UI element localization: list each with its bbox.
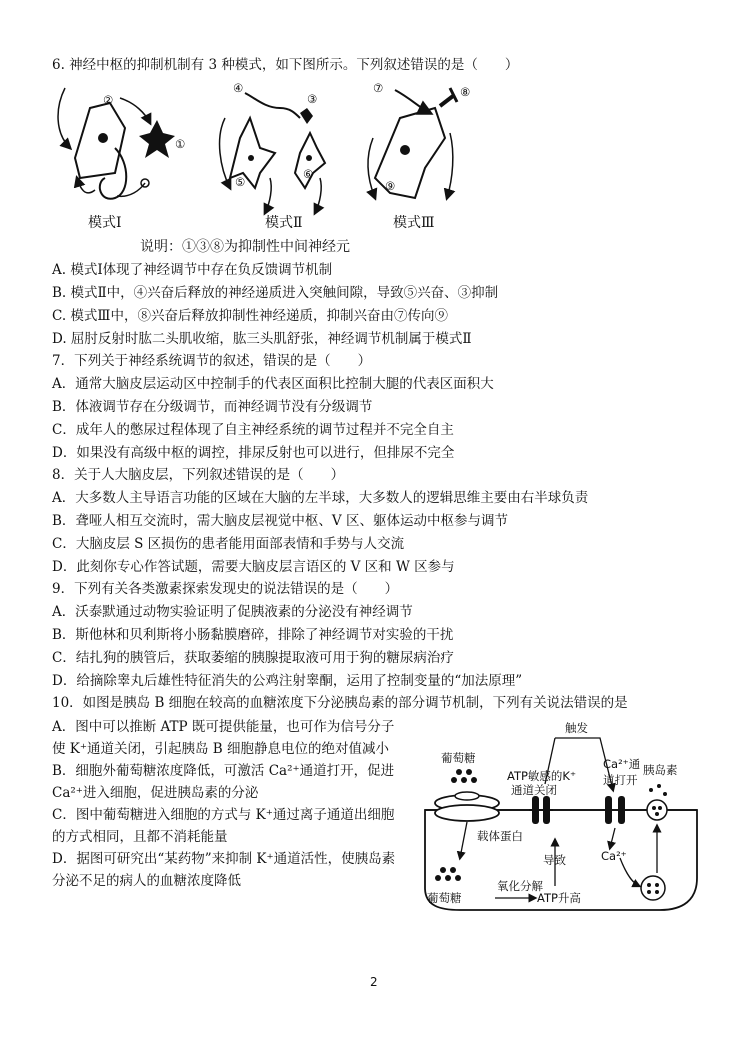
- q7-option-c: C．成年人的憋尿过程体现了自主神经系统的调节过程并不完全自主: [52, 422, 454, 438]
- glucose-outside-icon: [451, 769, 477, 783]
- marker-9: ⑨: [385, 179, 396, 193]
- q10-options: [52, 716, 397, 892]
- label-atp-up: ATP升高: [537, 891, 581, 905]
- mode3-diagram: [368, 81, 470, 198]
- q6-option-d: D. 屈肘反射时肱二头肌收缩，肱三头肌舒张，神经调节机制属于模式Ⅱ: [52, 331, 472, 347]
- q7-option-b: B．体液调节存在分级调节，而神经调节没有分级调节: [52, 399, 373, 415]
- marker-1: ①: [175, 137, 186, 151]
- label-katp-2: 通道关闭: [511, 783, 557, 797]
- q10-option-a: A．图中可以推断 ATP 既可提供能量，也可作为信号分子使 K⁺通道关闭，引起胰岛 B 细胞静息电位的绝对值减小: [52, 719, 395, 757]
- mode3-label: 模式Ⅲ: [393, 215, 435, 231]
- q6-option-b: B. 模式Ⅱ中，④兴奋后释放的神经递质进入突触间隙，导致⑤兴奋、③抑制: [52, 285, 499, 301]
- marker-2: ②: [103, 93, 114, 107]
- q7-option-a: A．通常大脑皮层运动区中控制手的代表区面积比控制大腿的代表区面积大: [52, 376, 494, 392]
- q10-option-c: C．图中葡萄糖进入细胞的方式与 K⁺通过离子通道出细胞的方式相同，且都不消耗能量: [52, 807, 395, 845]
- mode2-label: 模式Ⅱ: [265, 215, 303, 231]
- q8-option-a: A．大多数人主导语言功能的区域在大脑的左半球，大多数人的逻辑思维主要由右半球负责: [52, 490, 589, 506]
- q10-option-b: B．细胞外葡萄糖浓度降低，可激活 Ca²⁺通道打开，促进 Ca²⁺进入细胞，促进胰岛素的分泌: [52, 763, 395, 801]
- marker-4: ④: [233, 81, 244, 95]
- marker-5: ⑤: [235, 175, 246, 189]
- q6-option-c: C. 模式Ⅲ中，⑧兴奋后释放抑制性神经递质，抑制兴奋由⑦传向⑨: [52, 308, 448, 324]
- insulin-vesicle-icon: [647, 784, 667, 820]
- q6-stem: 6. 神经中枢的抑制机制有 3 种模式，如下图所示。下列叙述错误的是（ ）: [52, 57, 519, 73]
- q7-stem: 7．下列关于神经系统调节的叙述，错误的是（ ）: [52, 353, 372, 369]
- insulin-granule-icon: [641, 876, 665, 900]
- q8-option-d: D．此刻你专心作答试题，需要大脑皮层言语区的 V 区和 W 区参与: [52, 559, 455, 575]
- label-leads: 导致: [543, 853, 566, 867]
- glucose-inside-icon: [435, 867, 461, 881]
- q8-option-b: B．聋哑人相互交流时，需大脑皮层视觉中枢、V 区、躯体运动中枢参与调节: [52, 513, 508, 529]
- q8-stem: 8．关于人大脑皮层，下列叙述错误的是（ ）: [52, 467, 345, 483]
- q6-neural-modes-figure: [55, 78, 485, 228]
- q9-stem: 9．下列有关各类激素探索发现史的说法错误的是（ ）: [52, 581, 399, 597]
- marker-7: ⑦: [373, 81, 384, 95]
- label-ca-2: 道打开: [603, 773, 638, 787]
- label-oxidize: 氧化分解: [497, 879, 543, 893]
- q9-option-b: B．斯他林和贝利斯将小肠黏膜磨碎，排除了神经调节对实验的干扰: [52, 627, 454, 643]
- q9-option-d: D．给摘除睾丸后雄性特征消失的公鸡注射睾酮，运用了控制变量的“加法原理”: [52, 673, 523, 689]
- label-insulin: 胰岛素: [643, 763, 678, 777]
- mode1-label: 模式Ⅰ: [88, 215, 122, 231]
- label-ca-1: Ca²⁺通: [603, 757, 641, 771]
- q7-option-d: D．如果没有高级中枢的调控，排尿反射也可以进行，但排尿不完全: [52, 445, 455, 461]
- label-trigger: 触发: [565, 721, 588, 735]
- q10-option-d: D．据图可研究出“某药物”来抑制 K⁺通道活性，使胰岛素分泌不足的病人的血糖浓度降低: [52, 851, 396, 889]
- label-carrier: 载体蛋白: [477, 829, 523, 843]
- label-glucose-out: 葡萄糖: [441, 751, 476, 765]
- q9-option-a: A．沃泰默通过动物实验证明了促胰液素的分泌没有神经调节: [52, 604, 413, 620]
- q10-stem: 10．如图是胰岛 B 细胞在较高的血糖浓度下分泌胰岛素的部分调节机制，下列有关说法错误的是: [52, 695, 628, 711]
- k-atp-channel-icon: [529, 796, 553, 824]
- q9-option-c: C．结扎狗的胰管后，获取萎缩的胰腺提取液可用于狗的糖尿病治疗: [52, 650, 454, 666]
- label-ca-ion: Ca²⁺: [601, 849, 627, 863]
- label-katp-1: ATP敏感的K⁺: [507, 769, 577, 783]
- mode2-diagram: [220, 81, 325, 213]
- q8-option-c: C．大脑皮层 S 区损伤的患者能用面部表情和手势与人交流: [52, 536, 405, 552]
- mode1-diagram: [58, 88, 185, 199]
- q6-option-a: A. 模式Ⅰ体现了神经调节中存在负反馈调节机制: [52, 262, 333, 278]
- marker-3: ③: [307, 92, 318, 106]
- q10-islet-cell-figure: [405, 718, 705, 918]
- page-number: 2: [370, 975, 378, 989]
- marker-8: ⑧: [460, 85, 471, 99]
- label-glucose-in: 葡萄糖: [427, 891, 462, 905]
- marker-6: ⑥: [303, 167, 314, 181]
- figure-note: 说明：①③⑧为抑制性中间神经元: [140, 239, 350, 255]
